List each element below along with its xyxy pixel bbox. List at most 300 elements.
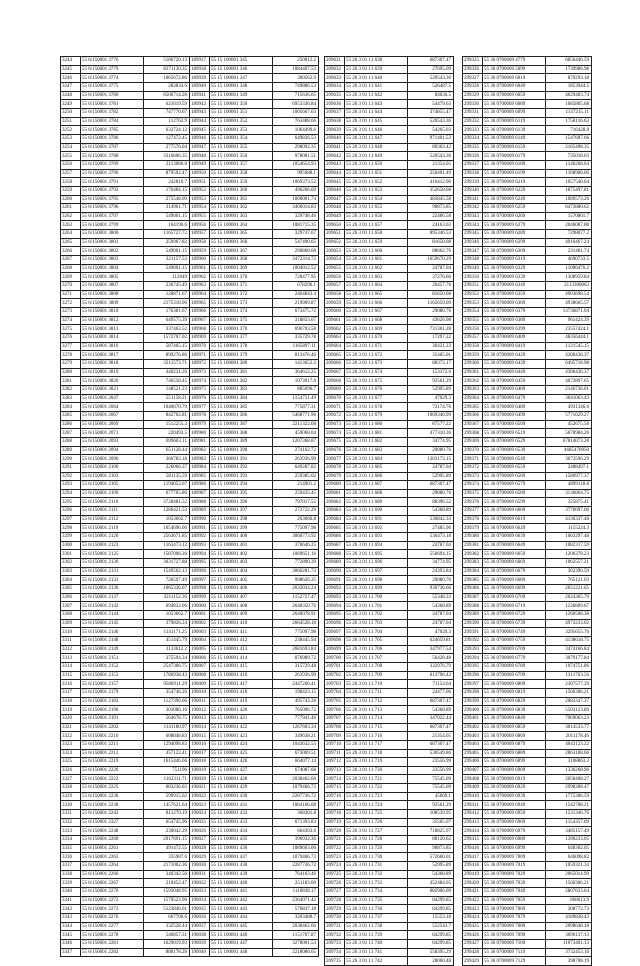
row-number-cell: 299355 [463,316,483,325]
amount-cell: 549001.15 [144,264,190,273]
table-row [325,195,454,204]
row-number-cell: 189948 [190,152,210,161]
amount-cell: 876989.72 [273,654,319,663]
amount-cell: 961424.39 [546,316,592,325]
account-code-cell: 55 15 100001 384 [210,394,273,403]
amount-cell: 4973233.02 [546,619,592,628]
table-row [325,576,454,585]
table-row [190,844,319,853]
amount-cell: 337463.52 [144,325,190,334]
row-number-cell: 3293 [61,481,81,490]
row-number-cell: 3284 [61,403,81,412]
row-number-cell: 209659 [325,299,345,308]
account-code-cell: 55 6/150001 3781 [81,100,144,109]
account-code-cell: 55 15 100001 349 [210,91,273,100]
row-number-cell: 190033 [190,888,210,897]
amount-cell: 1054654.93 [273,160,319,169]
table-row [61,870,190,879]
account-code-cell: 55 26 3 01 11 707 [345,654,408,663]
amount-cell: 4690733.5 [546,256,592,265]
row-number-cell: 299396 [463,671,483,680]
row-number-cell: 189986 [190,481,210,490]
account-code-cell: 55 15 100001 420 [210,706,273,715]
table-row [190,204,319,213]
table-row [325,784,454,793]
amount-cell: 1194053.07 [144,481,190,490]
row-number-cell: 3262 [61,212,81,221]
table-row [190,429,319,438]
row-number-cell: 3258 [61,178,81,187]
row-number-cell: 209727 [325,888,345,897]
table-row [463,100,592,109]
row-number-cell: 3259 [61,186,81,195]
table-row [190,57,319,66]
table-row [61,611,190,620]
table-row [61,325,190,334]
row-number-cell: 299429 [463,957,483,966]
table-row [61,524,190,533]
amount-cell: 127472.45 [144,134,190,143]
table-row [61,65,190,74]
row-number-cell: 209691 [325,576,345,585]
table-row [190,247,319,256]
table-row [463,65,592,74]
amount-cell: 735018.63 [546,152,592,161]
data-table-column-4 [462,56,592,966]
amount-cell: 763488.66 [273,117,319,126]
account-code-cell: 55 15 100001 418 [210,688,273,697]
row-number-cell: 209733 [325,939,345,948]
amount-cell: 93561.29 [408,377,454,386]
row-number-cell: 209708 [325,723,345,732]
row-number-cell: 209643 [325,160,345,169]
amount-cell: 84299.85 [408,896,454,905]
row-number-cell: 189988 [190,498,210,507]
row-number-cell: 3294 [61,489,81,498]
amount-cell: 3014533.77 [546,723,592,732]
row-number-cell: 190032 [190,879,210,888]
row-number-cell: 3281 [61,377,81,386]
account-code-cell: 55 36 0700009 7009 [483,853,546,862]
row-number-cell: 299373 [463,472,483,481]
table-row [61,316,190,325]
row-number-cell: 3286 [61,420,81,429]
account-code-cell: 55 26 3 01 11 703 [345,619,408,628]
amount-cell: 283834.6 [144,82,190,91]
row-number-cell: 189990 [190,515,210,524]
data-table-column-1 [60,56,190,957]
row-number-cell: 189971 [190,351,210,360]
account-code-cell: 55 36 0700009 7129 [483,957,546,966]
amount-cell: 90873.85 [408,204,454,213]
account-code-cell: 55 6/150001 3812 [81,316,144,325]
account-code-cell: 55 6/150001 2144 [81,611,144,620]
row-number-cell: 209689 [325,559,345,568]
amount-cell: 451445.79 [144,636,190,645]
amount-cell: 88373.17 [408,359,454,368]
account-code-cell: 55 26 3 01 11 642 [345,91,408,100]
account-code-cell: 55 6/150001 3809 [81,299,144,308]
account-code-cell: 55 6/150001 2111 [81,507,144,516]
account-code-cell: 55 15 100001 436 [210,844,273,853]
table-row [463,818,592,827]
account-code-cell: 55 6/150001 2047 [81,394,144,403]
table-row [325,446,454,455]
amount-cell: 1165727.72 [144,230,190,239]
row-number-cell: 209729 [325,905,345,914]
amount-cell: 1084407.53 [273,65,319,74]
table-row [61,948,190,957]
table-row [190,420,319,429]
table-row [463,896,592,905]
account-code-cell: 55 36 0700009 6789 [483,662,546,671]
amount-cell: 2218086.65 [273,948,319,957]
row-number-cell: 299408 [463,775,483,784]
table-row [190,507,319,516]
amount-cell: 526487.5 [408,82,454,91]
account-code-cell: 55 15 100001 351 [210,108,273,117]
account-code-cell: 55 15 100001 397 [210,507,273,516]
amount-cell: 671393.83 [273,818,319,827]
table-row [190,714,319,723]
row-number-cell: 209711 [325,749,345,758]
account-code-cell: 55 36 0700009 6449 [483,368,546,377]
amount-cell: 75545.09 [408,784,454,793]
account-code-cell: 55 26 3 01 11 682 [345,437,408,446]
amount-cell: 1308959.84 [546,273,592,282]
row-number-cell: 299423 [463,905,483,914]
amount-cell: 4136337.48 [546,515,592,524]
amount-cell: 1207368.87 [273,437,319,446]
account-code-cell: 55 6/150001 3775 [81,82,144,91]
table-row [325,905,454,914]
account-code-cell: 55 15 100001 405 [210,576,273,585]
account-code-cell: 55 26 3 01 11 667 [345,308,408,317]
account-code-cell: 55 6/150001 2260 [81,836,144,845]
row-number-cell: 209712 [325,758,345,767]
row-number-cell: 299363 [463,385,483,394]
account-code-cell: 55 36 0700009 6409 [483,334,546,343]
account-code-cell: 55 36 0700009 6309 [483,247,546,256]
row-number-cell: 299375 [463,489,483,498]
amount-cell: 8506714.28 [144,91,190,100]
account-code-cell: 55 15 100001 433 [210,818,273,827]
table-row [325,143,454,152]
amount-cell: 55348.33 [408,593,454,602]
amount-cell: 1089603.06 [273,844,319,853]
account-code-cell: 55 36 0700009 6729 [483,611,546,620]
row-number-cell: 209673 [325,420,345,429]
account-code-cell: 55 6/150001 2148 [81,636,144,645]
amount-cell: 495743.28 [273,697,319,706]
row-number-cell: 189953 [190,195,210,204]
table-row [325,602,454,611]
table-row [325,723,454,732]
row-number-cell: 3318 [61,697,81,706]
amount-cell: 4916467.24 [546,238,592,247]
amount-cell: 1053662.7 [144,611,190,620]
account-code-cell: 55 36 0700009 6859 [483,723,546,732]
table-row [61,212,190,221]
row-number-cell: 3288 [61,437,81,446]
account-code-cell: 55 15 100001 378 [210,342,273,351]
amount-cell: 88396.52 [408,498,454,507]
account-code-cell: 55 15 100001 374 [210,308,273,317]
row-number-cell: 3335 [61,844,81,853]
account-code-cell: 55 15 100001 347 [210,74,273,83]
account-code-cell: 55 26 3 01 11 688 [345,489,408,498]
amount-cell: 93561.29 [408,801,454,810]
row-number-cell: 209632 [325,65,345,74]
account-code-cell: 55 15 100001 445 [210,922,273,931]
table-row [463,446,592,455]
account-code-cell: 55 15 100001 407 [210,593,273,602]
table-row [190,437,319,446]
account-code-cell: 55 36 0700009 6609 [483,507,546,516]
row-number-cell: 299365 [463,403,483,412]
table-row [190,723,319,732]
amount-cell: 930736.66 [408,585,454,594]
amount-cell: 1570523.96 [144,896,190,905]
amount-cell: 54368.89 [408,602,454,611]
amount-cell: 374855.47 [408,108,454,117]
amount-cell: 995688.1 [273,169,319,178]
account-code-cell: 55 36 0700009 7029 [483,870,546,879]
account-code-cell: 55 36 0700009 6049 [483,82,546,91]
table-row [463,593,592,602]
account-code-cell: 55 36 0700009 6599 [483,498,546,507]
table-row [190,385,319,394]
amount-cell: 176484.15 [144,186,190,195]
account-code-cell: 55 15 100001 365 [210,230,273,239]
account-code-cell: 55 6/150001 3797 [81,212,144,221]
amount-cell: 4685470950 [546,446,592,455]
table-row [463,308,592,317]
account-code-cell: 55 26 3 01 11 740 [345,939,408,948]
table-row [190,446,319,455]
amount-cell: 3474166.84 [546,645,592,654]
account-code-cell: 55 26 3 01 11 717 [345,740,408,749]
account-code-cell: 55 6/150001 3804 [81,264,144,273]
row-number-cell: 190011 [190,697,210,706]
row-number-cell: 299422 [463,896,483,905]
account-code-cell: 55 26 3 01 11 736 [345,905,408,914]
table-row [463,645,592,654]
table-row [190,238,319,247]
row-number-cell: 189974 [190,377,210,386]
account-code-cell: 55 15 100001 375 [210,316,273,325]
amount-cell: 1165659.09 [408,299,454,308]
account-code-cell: 55 36 0700009 6219 [483,178,546,187]
table-row [190,766,319,775]
table-row [325,411,454,420]
amount-cell: 1137215.11 [546,108,592,117]
table-row [190,688,319,697]
account-code-cell: 55 26 3 01 11 662 [345,264,408,273]
account-code-cell: 55 36 0700009 6719 [483,602,546,611]
row-number-cell: 209646 [325,186,345,195]
table-row [190,290,319,299]
amount-cell: 27485.96 [408,524,454,533]
table-row [61,628,190,637]
row-number-cell: 299367 [463,420,483,429]
amount-cell: 1294098.83 [144,740,190,749]
amount-cell: 347977.54 [408,645,454,654]
account-code-cell: 55 26 3 01 11 699 [345,585,408,594]
row-number-cell: 209671 [325,403,345,412]
table-row [463,801,592,810]
account-code-cell: 55 6/150001 3795 [81,195,144,204]
table-row [61,810,190,819]
amount-cell: 54479.63 [408,100,454,109]
row-number-cell: 3312 [61,645,81,654]
row-number-cell: 299385 [463,576,483,585]
amount-cell: 687307.47 [408,723,454,732]
row-number-cell: 209651 [325,230,345,239]
account-code-cell: 55 36 0700009 6919 [483,775,546,784]
row-number-cell: 299352 [463,290,483,299]
account-code-cell: 55 6/150001 3789 [81,160,144,169]
row-number-cell: 189945 [190,126,210,135]
account-code-cell: 55 36 0700009 7119 [483,948,546,957]
amount-cell: 26457.76 [408,282,454,291]
row-number-cell: 209679 [325,472,345,481]
amount-cell: 1570801.7 [546,212,592,221]
row-number-cell: 299360 [463,359,483,368]
account-code-cell: 55 6/150001 2146 [81,628,144,637]
account-code-cell: 55 15 100001 408 [210,602,273,611]
table-row [190,359,319,368]
row-number-cell: 3331 [61,810,81,819]
table-row [463,740,592,749]
table-row [325,896,454,905]
row-number-cell: 190017 [190,749,210,758]
amount-cell: 3631727.88 [144,559,190,568]
amount-cell: 72174.76 [408,403,454,412]
table-row [61,939,190,948]
table-row [325,169,454,178]
row-number-cell: 299327 [463,74,483,83]
row-number-cell: 209653 [325,247,345,256]
row-number-cell: 189989 [190,507,210,516]
table-row [190,377,319,386]
table-row [463,82,592,91]
row-number-cell: 3265 [61,238,81,247]
table-row [61,351,190,360]
row-number-cell: 209635 [325,91,345,100]
account-code-cell: 55 26 3 01 11 686 [345,472,408,481]
amount-cell: 632724.12 [144,126,190,135]
amount-cell: 2651221.65 [546,585,592,594]
row-number-cell: 299358 [463,342,483,351]
table-row [61,74,190,83]
amount-cell: 440231.26 [144,368,190,377]
row-number-cell: 190037 [190,922,210,931]
row-number-cell: 189952 [190,186,210,195]
account-code-cell: 55 26 3 01 11 723 [345,792,408,801]
amount-cell: 5123846.01 [144,905,190,914]
account-code-cell: 55 6/150001 2123 [81,541,144,550]
table-row [61,888,190,897]
row-number-cell: 3255 [61,152,81,161]
row-number-cell: 209732 [325,931,345,940]
account-code-cell: 55 26 3 01 11 649 [345,152,408,161]
amount-cell: 2488497.1 [546,463,592,472]
row-number-cell: 299338 [463,169,483,178]
amount-cell: 564678.75 [144,714,190,723]
table-row [325,801,454,810]
account-code-cell: 55 36 0700009 6179 [483,152,546,161]
table-row [463,792,592,801]
table-row [325,939,454,948]
account-code-cell: 55 15 100001 430 [210,792,273,801]
row-number-cell: 209701 [325,662,345,671]
table-row [325,645,454,654]
amount-cell: 452484.05 [408,879,454,888]
amount-cell: 148521.23 [144,385,190,394]
account-code-cell: 55 6/150001 2191 [81,714,144,723]
account-code-cell: 55 26 3 01 11 734 [345,888,408,897]
amount-cell: 2046087.88 [546,221,592,230]
row-number-cell: 209663 [325,334,345,343]
account-code-cell: 55 36 0700009 6669 [483,559,546,568]
account-code-cell: 55 6/150001 2220 [81,766,144,775]
row-number-cell: 299326 [463,65,483,74]
account-code-cell: 55 6/150001 3796 [81,204,144,213]
row-number-cell: 209634 [325,82,345,91]
amount-cell: 1560306.21 [546,688,592,697]
table-row [190,515,319,524]
table-row [61,82,190,91]
amount-cell: 210452.47 [144,879,190,888]
table-row [325,948,454,957]
amount-cell: 694832.06 [144,602,190,611]
amount-cell: 1110838.17 [273,888,319,897]
table-row [463,377,592,386]
table-row [463,732,592,741]
table-row [463,533,592,542]
account-code-cell: 55 6/150001 3786 [81,134,144,143]
account-code-cell: 55 36 0700009 6469 [483,385,546,394]
table-row [190,481,319,490]
table-row [463,879,592,888]
amount-cell: 4938665.57 [546,299,592,308]
row-number-cell: 189946 [190,134,210,143]
row-number-cell: 190040 [190,948,210,957]
amount-cell: 2146736.01 [546,385,592,394]
table-row [190,818,319,827]
amount-cell: 24787.04 [408,463,454,472]
row-number-cell: 189958 [190,238,210,247]
table-row [463,559,592,568]
amount-cell: 1396233.05 [546,836,592,845]
account-code-cell: 55 15 100001 359 [210,178,273,187]
amount-cell: 259385.02 [273,472,319,481]
row-number-cell: 3270 [61,282,81,291]
row-number-cell: 209715 [325,784,345,793]
table-row [463,905,592,914]
row-number-cell: 299418 [463,862,483,871]
account-code-cell: 55 26 3 01 11 638 [345,57,408,66]
table-row [61,862,190,871]
row-number-cell: 299370 [463,446,483,455]
table-row [463,714,592,723]
table-row [325,766,454,775]
row-number-cell: 190021 [190,784,210,793]
table-row [190,351,319,360]
amount-cell: 797017.55 [273,498,319,507]
account-code-cell: 55 15 100001 401 [210,541,273,550]
